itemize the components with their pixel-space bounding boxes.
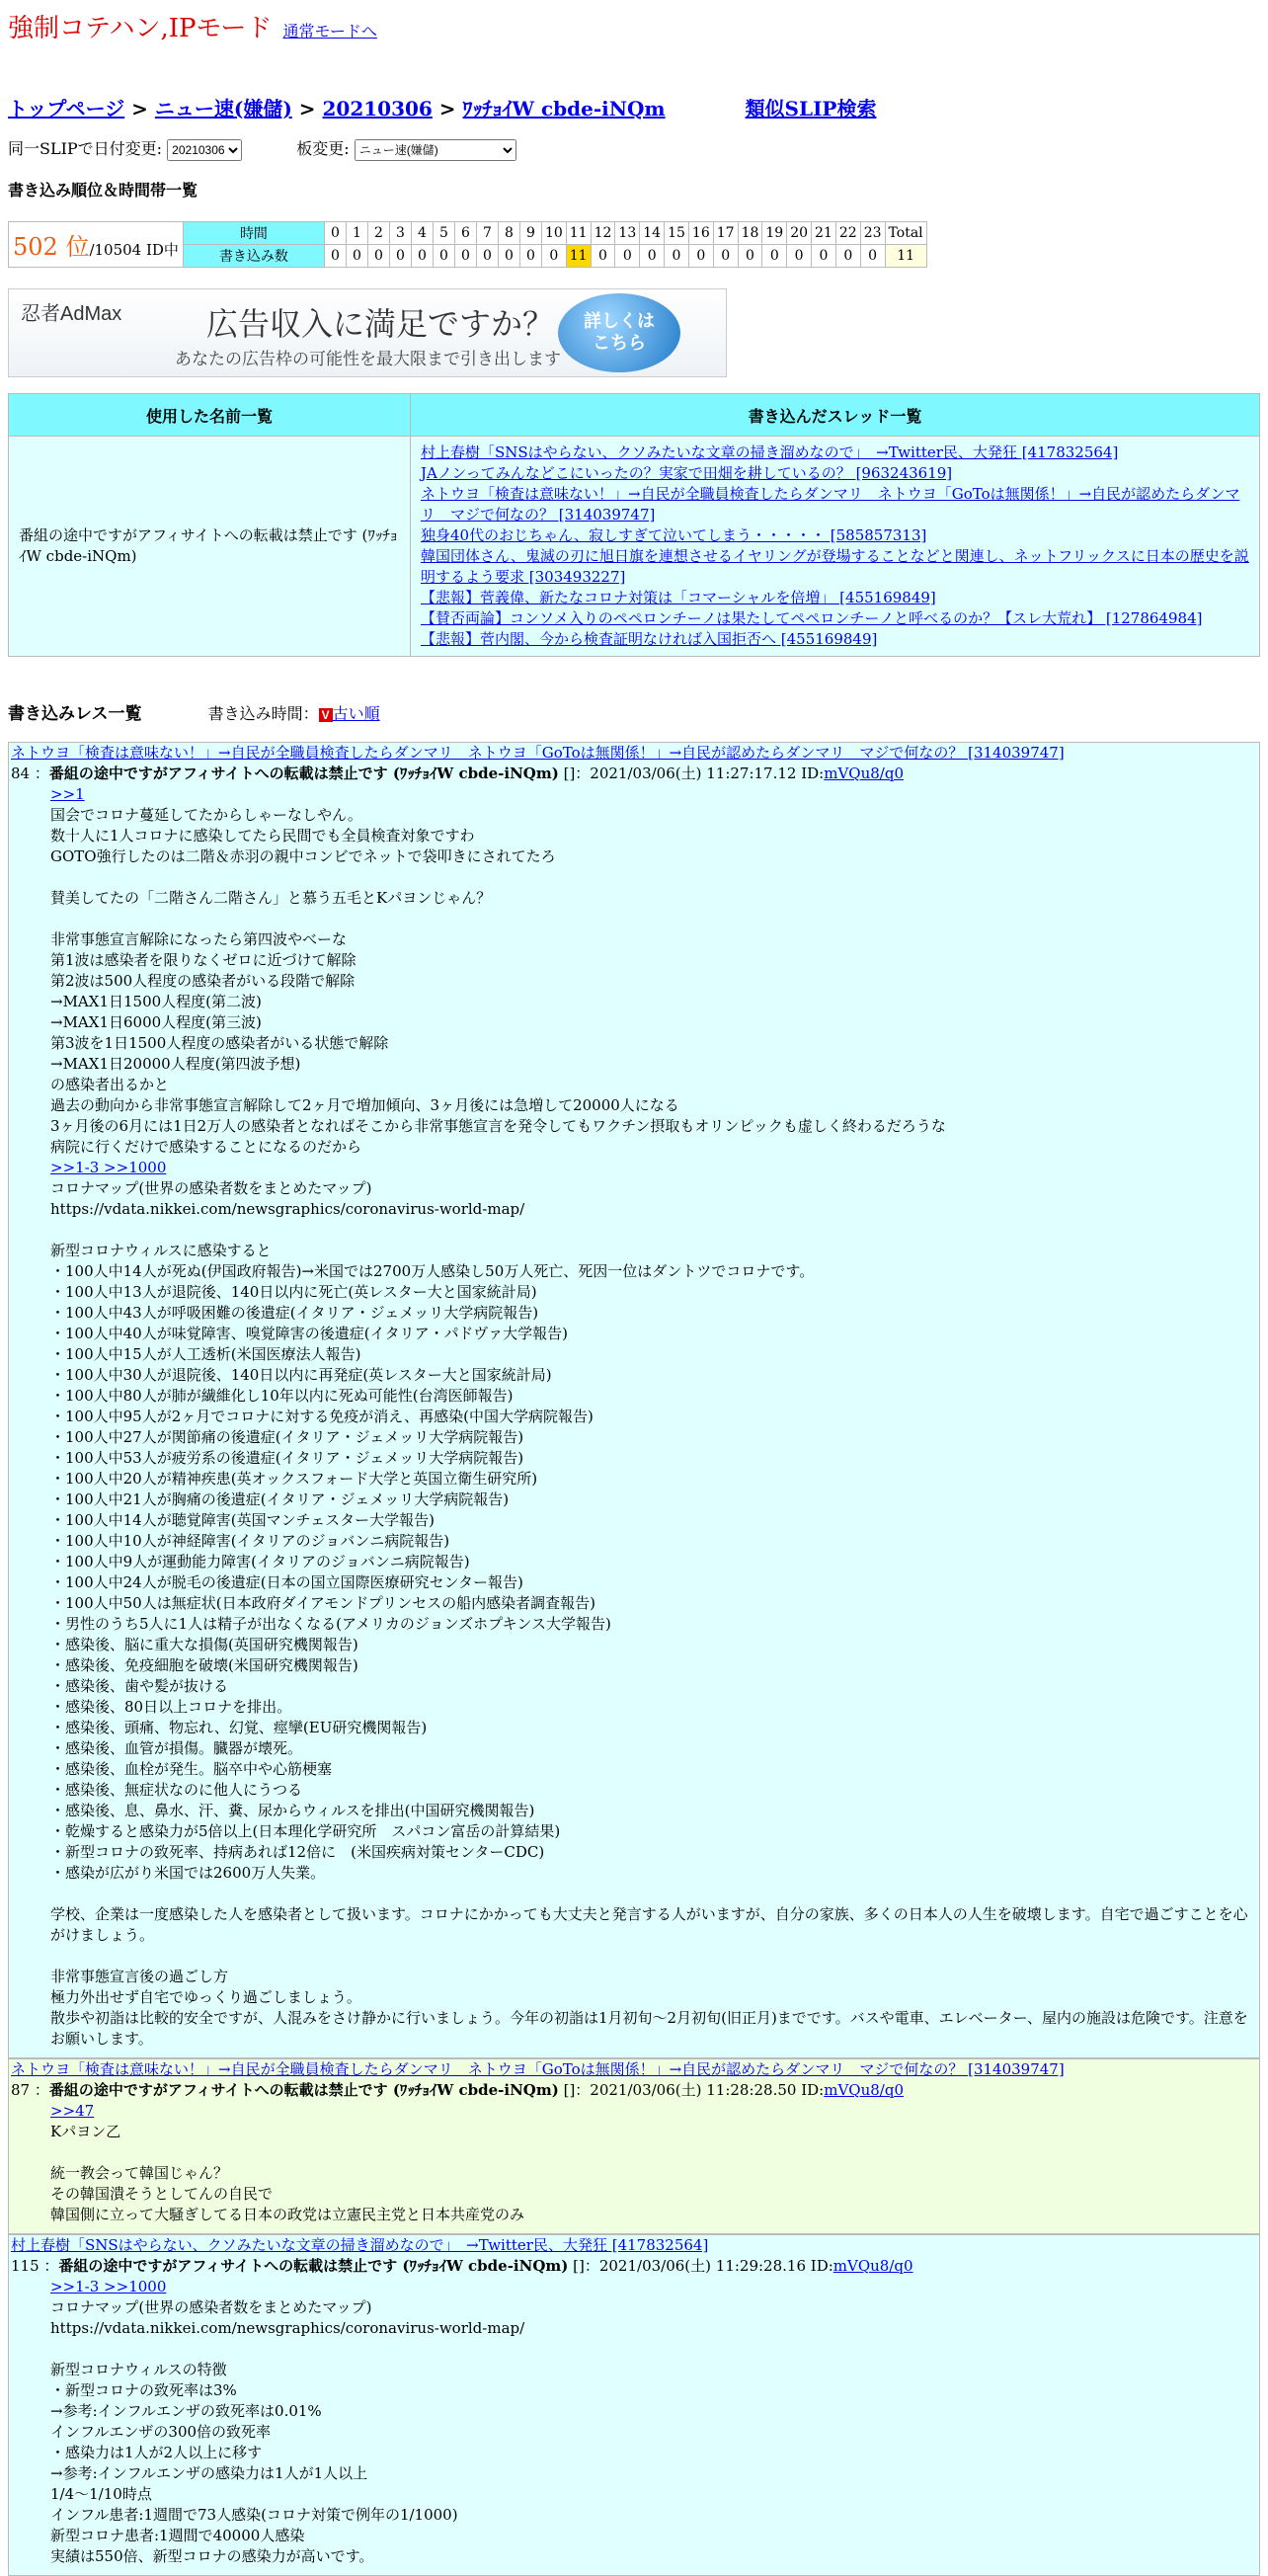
post-anchor-link[interactable]: >>1-3 >>1000 [50, 2278, 167, 2295]
board-change-label: 板変更: [296, 139, 350, 158]
post-text: コロナマップ(世界の感染者数をまとめたマップ) https://vdata.nikkei.com/newsgraphics/coronavirus-world-map/ 新型コロナウィルスに感染すると ・100人中14人が死ぬ(伊国政府報告)→米国では2700万人感染し50万人死亡、死因一位はダントツでコロナです。 ・100人中13人が退院後、140日以内に死亡(英レスター大と国家統計局) ・100人中43人が呼吸困難の後遺症(イタリア・ジェメッリ大学病院報告) ・100人中40人が味覚障害、嗅覚障害の後遺症(イタリア・パドヴァ大学報告) ・100人中15人が人工透析(米国医療法人報告) ・100人中30人が退院後、140日以内に再発症(英レスター大と国家統計局) ・100人中80人が肺が繊維化し10年以内に死ぬ可能性(台湾医師報告) ・100人中95人が2ヶ月でコロナに対する免疫が消え、再感染(中国大学病院報告) ・100人中27人が関節痛の後遺症(イタリア・ジェメッリ大学病院報告) ・100人中53人が疲労系の後遺症(イタリア・ジェメッリ大学病院報告) ・100人中20人が精神疾患(英オックスフォード大学と英国立衛生研究所) ・100人中21人が胸痛の後遺症(イタリア・ジェメッリ大学病院報告) ・100人中14人が聴覚障害(英国マンチェスター大学報告) ・100人中10人が神経障害(イタリアのジョバンニ病院報告) ・100人中9人が運動能力障害(イタリアのジョバンニ病院報告) ・100人中24人が脱毛の後遺症(日本の国立国際医療研究センター報告) ・100人中50人は無症状(日本政府ダイアモンドプリンセスの船内感染者調査報告) ・男性のうち5人に1人は精子が出なくなる(アメリカのジョンズホプキンス大学報告) ・感染後、脳に重大な損傷(英国研究機関報告) ・感染後、免疫細胞を破壊(米国研究機関報告) ・感染後、歯や髪が抜ける ・感染後、80日以上コロナを排出。 ・感染後、頭痛、物忘れ、幻覚、痙攣(EU研究機関報告) ・感染後、血管が損傷。臓器が壊死。 ・感染後、血栓が発生。脳卒中や心筋梗塞 ・感染後、無症状なのに他人にうつる ・感染後、息、鼻水、汗、糞、尿からウィルスを排出(中国研究機関報告) ・乾燥すると感染力が5倍以上(日本理化学研究所 スパコン富岳の計算結果) ・新型コロナの致死率、持病あれば12倍に (米国疾病対策センターCDC) ・感染が広がり米国では2600万人失業。 学校、企業は一度感染した人を感染者として扱います。コロナにかかっても大丈夫と発言する人がいますが、自分の家族、多くの日本人の人生を破壊します。自宅で過ごすことを心がけましょう。 非常事態宣言後の過ごし方 極力外出せず自宅でゆっくり過ごしましょう。 散歩や初詣は比較的安全ですが、人混みをさけ静かに行いましょう。今年の初詣は1月初旬～2月初旬(旧正月)までです。バスや電車、エレベーター、屋内の施設は危険です。注意をお願いします。 [50, 1179, 1248, 2048]
hour-cell: 11 [566, 222, 591, 245]
post-id-link[interactable]: mVQu8/q0 [824, 2081, 904, 2099]
ad-subtext: あなたの広告枠の可能性を最大限まで引き出します [175, 350, 561, 368]
thread-item [421, 443, 1249, 463]
count-cell: 11 [885, 245, 926, 268]
sort-oldest-link[interactable]: 古い順 [332, 704, 380, 723]
post-anchor-link[interactable]: >>1 [50, 785, 85, 803]
thread-link[interactable]: 【悲報】菅内閣、今から検査証明なければ入国拒否へ [455169849] [421, 630, 878, 648]
posts-list [8, 742, 1260, 2576]
thread-link[interactable]: ネトウヨ「検査は意味ない！」→自民が全職員検査したらダンマリ ネトウヨ「GoToは無関係！」→自民が認めたらダンマリ マジで何なの？ [314039747] [421, 485, 1240, 523]
post-date: []：2021/03/06(土) 11:28:28.50 ID: [558, 2081, 825, 2099]
post-meta [9, 764, 1259, 784]
breadcrumb-separator: > [291, 97, 323, 121]
thread-link[interactable]: 村上春樹「SNSはやらない、クソみたいな文章の掃き溜めなので」 →Twitter民、大発狂 [417832564] [421, 443, 1119, 461]
breadcrumb-date-link[interactable]: 20210306 [322, 97, 433, 121]
breadcrumb-separator: > [124, 97, 155, 121]
post-author-name: 番組の途中ですがアフィサイトへの転載は禁止です (ﾜｯﾁｮｲW cbde-iNQm) [58, 2257, 569, 2275]
rank-table [8, 221, 927, 268]
rank-section-title: 書き込み順位＆時間帯一覧 [8, 181, 198, 200]
post-body [9, 2277, 1259, 2575]
hour-cell: 15 [665, 222, 689, 245]
names-cell [9, 437, 411, 657]
hour-cell: 20 [787, 222, 812, 245]
count-cell: 0 [640, 245, 665, 268]
post-date: []：2021/03/06(土) 11:27:17.12 ID: [558, 765, 825, 782]
breadcrumb-slip-link[interactable]: ﾜｯﾁｮｲW cbde-iNQm [462, 97, 666, 121]
name-item: 番組の途中ですがアフィサイトへの転載は禁止です (ﾜｯﾁｮｲW cbde-iNQm) [19, 526, 398, 565]
hour-cell: 23 [860, 222, 885, 245]
hour-cell: 21 [812, 222, 836, 245]
hour-cell: 3 [389, 222, 411, 245]
count-cell: 0 [519, 245, 541, 268]
names-header: 使用した名前一覧 [9, 394, 411, 437]
count-cell: 0 [498, 245, 519, 268]
count-cell: 0 [367, 245, 389, 268]
date-change-label: 同一SLIPで日付変更: [8, 139, 163, 158]
count-cell: 0 [860, 245, 885, 268]
thread-link[interactable]: 【悲報】菅義偉、新たなコロナ対策は「コマーシャルを倍増」 [455169849] [421, 589, 936, 606]
post-thread-link[interactable]: ネトウヨ「検査は意味ない！」→自民が全職員検査したらダンマリ ネトウヨ「GoToは無関係！」→自民が認めたらダンマリ マジで何なの？ [314039747] [11, 2060, 1065, 2078]
count-cell: 0 [688, 245, 713, 268]
rank-position: 502 位 [13, 233, 90, 261]
thread-item [421, 484, 1249, 525]
count-cell: 0 [713, 245, 738, 268]
ad-details-button[interactable]: 詳しくは こちら [558, 293, 680, 372]
post-anchor-link[interactable]: >>47 [50, 2102, 95, 2120]
count-cell: 0 [591, 245, 615, 268]
count-cell: 0 [835, 245, 860, 268]
thread-item [421, 525, 1249, 546]
hour-cell: 10 [541, 222, 566, 245]
post-author-name: 番組の途中ですがアフィサイトへの転載は禁止です (ﾜｯﾁｮｲW cbde-iNQm) [48, 2081, 559, 2099]
count-cell: 0 [665, 245, 689, 268]
ad-logo: 忍者AdMax [21, 303, 122, 325]
hour-cell: 7 [476, 222, 498, 245]
mode-title: 強制コテハン,IPモード [8, 14, 273, 43]
res-list-title: 書き込みレス一覧 [8, 704, 142, 724]
hour-cell: 22 [835, 222, 860, 245]
post [8, 742, 1260, 2058]
thread-link[interactable]: 独身40代のおじちゃん、寂しすぎて泣いてしまう・・・・・ [585857313] [421, 526, 927, 544]
sort-v-icon: V [319, 708, 333, 722]
post-text: コロナマップ(世界の感染者数をまとめたマップ) https://vdata.nikkei.com/newsgraphics/coronavirus-world-map/ 新型コロナウィルスの特徴 ・新型コロナの致死率は3% →参考:インフルエンザの致死率は0.01% インフルエンザの300倍の致死率 ・感染力は1人が2人以上に移す →参考:インフルエンザの感染力は1人が1人以上 1/4～1/10時点 インフル患者:1週間で73人感染(コロナ対策で例年の1/1000) 新型コロナ患者:1週間で40000人感染 実績は550倍、新型コロナの感染力が高いです。 [50, 2298, 525, 2565]
hour-cell: Total [885, 222, 926, 245]
thread-link[interactable]: 韓国団体さん、鬼滅の刃に旭日旗を連想させるイヤリングが登場することなどと関連し、ネットフリックスに日本の歴史を説明するよう要求 [303493227] [421, 547, 1249, 586]
thread-item [421, 629, 1249, 650]
count-cell: 0 [389, 245, 411, 268]
mode-bar [8, 8, 377, 44]
breadcrumb-board-link[interactable]: ニュー速(嫌儲) [154, 97, 292, 121]
count-cell: 0 [324, 245, 346, 268]
hour-cell: 4 [411, 222, 433, 245]
count-cell: 0 [541, 245, 566, 268]
count-label: 書き込み数 [183, 245, 324, 268]
admax-banner[interactable] [8, 288, 727, 377]
hour-cell: 16 [688, 222, 713, 245]
post-thread-link[interactable]: 村上春樹「SNSはやらない、クソみたいな文章の掃き溜めなので」 →Twitter民、大発狂 [417832564] [11, 2236, 709, 2254]
hour-cell: 13 [615, 222, 640, 245]
hour-cell: 2 [367, 222, 389, 245]
breadcrumb-top-link[interactable]: トップページ [8, 97, 125, 121]
post-body [9, 2101, 1259, 2233]
post-text: 国会でコロナ蔓延してたからしゃーなしやん。 数十人に1人コロナに感染してたら民間でも全員検査対象ですわ GOTO強行したのは二階＆赤羽の親中コンビでネットで袋叩きにされてたろ 賛美してたの「二階さん二階さん」と慕う五毛とKパヨンじゃん？ 非常事態宣言解除になったら第四波やべーな 第1波は感染者を限りなくゼロに近づけて解除 第2波は500人程度の感染者がいる段階で解除 →MAX1日1500人程度(第二波) →MAX1日6000人程度(第三波) 第3波を1日1500人程度の感染者がいる状態で解除 →MAX1日20000人程度(第四波予想) の感染者出るかと 過去の動向から非常事態宣言解除して2ヶ月で増加傾向、3ヶ月後には急増して20000人になる 3ヶ月後の6月には1日2万人の感染者となればそこから非常事態宣言を発令してもワクチン摂取もオリンピックも虚しく終わるだろうな 病院に行くだけで感染することになるのだから [50, 806, 946, 1156]
post-id-link[interactable]: mVQu8/q0 [824, 765, 904, 782]
thread-link[interactable]: 【賛否両論】コンソメ入りのペペロンチーノは果たしてペペロンチーノと呼べるのか？【スレ大荒れ】 [127864984] [421, 609, 1203, 627]
post-time-label: 書き込み時間： [207, 704, 319, 723]
hour-cell: 19 [762, 222, 787, 245]
count-cell: 0 [787, 245, 812, 268]
post-author-name: 番組の途中ですがアフィサイトへの転載は禁止です (ﾜｯﾁｮｲW cbde-iNQm) [48, 765, 559, 782]
board-select[interactable] [355, 139, 516, 161]
thread-item [421, 546, 1249, 588]
count-cell: 0 [411, 245, 433, 268]
post-id-link[interactable]: mVQu8/q0 [832, 2257, 913, 2275]
breadcrumb-separator: > [432, 97, 463, 121]
thread-item [421, 608, 1249, 629]
post-text: Kパヨン乙 統一教会って韓国じゃん？ その韓国潰そうとしてんの自民で 韓国側に立って大騒ぎしてる日本の政党は立憲民主党と日本共産党のみ [50, 2123, 525, 2223]
time-label: 時間 [183, 222, 324, 245]
count-cell: 0 [615, 245, 640, 268]
date-select[interactable] [167, 139, 242, 161]
post-date: []：2021/03/06(土) 11:29:28.16 ID: [568, 2257, 833, 2275]
normal-mode-link[interactable]: 通常モードへ [282, 22, 377, 40]
usage-lists-table [8, 393, 1260, 657]
threads-cell [411, 437, 1260, 657]
hour-cell: 6 [454, 222, 476, 245]
hour-cell: 18 [738, 222, 762, 245]
count-cell: 0 [346, 245, 367, 268]
hour-cell: 1 [346, 222, 367, 245]
post-meta [9, 2080, 1259, 2101]
count-cell: 0 [476, 245, 498, 268]
hour-cell: 5 [433, 222, 454, 245]
post-thread-link[interactable]: ネトウヨ「検査は意味ない！」→自民が全職員検査したらダンマリ ネトウヨ「GoToは無関係！」→自民が認めたらダンマリ マジで何なの？ [314039747] [11, 744, 1065, 762]
post-anchor-link[interactable]: >>1-3 >>1000 [50, 1159, 167, 1176]
post-number: 115 ： [11, 2257, 59, 2275]
count-cell: 0 [454, 245, 476, 268]
count-cell: 0 [738, 245, 762, 268]
hour-cell: 0 [324, 222, 346, 245]
rank-total: /10504 ID中 [89, 241, 179, 259]
post-number: 87 ： [11, 2081, 49, 2099]
thread-item [421, 463, 1249, 484]
selector-row [8, 136, 516, 161]
hour-cell: 17 [713, 222, 738, 245]
hour-cell: 14 [640, 222, 665, 245]
post-body [9, 784, 1259, 2057]
hour-cell: 9 [519, 222, 541, 245]
count-cell: 0 [433, 245, 454, 268]
similar-slip-search-link[interactable]: 類似SLIP検索 [745, 97, 877, 121]
count-cell: 11 [566, 245, 591, 268]
count-cell: 0 [762, 245, 787, 268]
count-cell: 0 [812, 245, 836, 268]
thread-link[interactable]: JAノンってみんなどこにいったの？実家で田畑を耕しているの？ [963243619] [421, 464, 953, 482]
rank-cell [9, 222, 184, 268]
post-meta [9, 2256, 1259, 2277]
post-number: 84 ： [11, 765, 49, 782]
post [8, 2058, 1260, 2234]
post [8, 2234, 1260, 2576]
res-list-header [8, 699, 380, 724]
hour-cell: 8 [498, 222, 519, 245]
threads-header: 書き込んだスレッド一覧 [411, 394, 1260, 437]
hour-cell: 12 [591, 222, 615, 245]
ad-headline: 広告収入に満足ですか？ [206, 306, 555, 342]
thread-item [421, 588, 1249, 608]
breadcrumb [8, 93, 876, 121]
